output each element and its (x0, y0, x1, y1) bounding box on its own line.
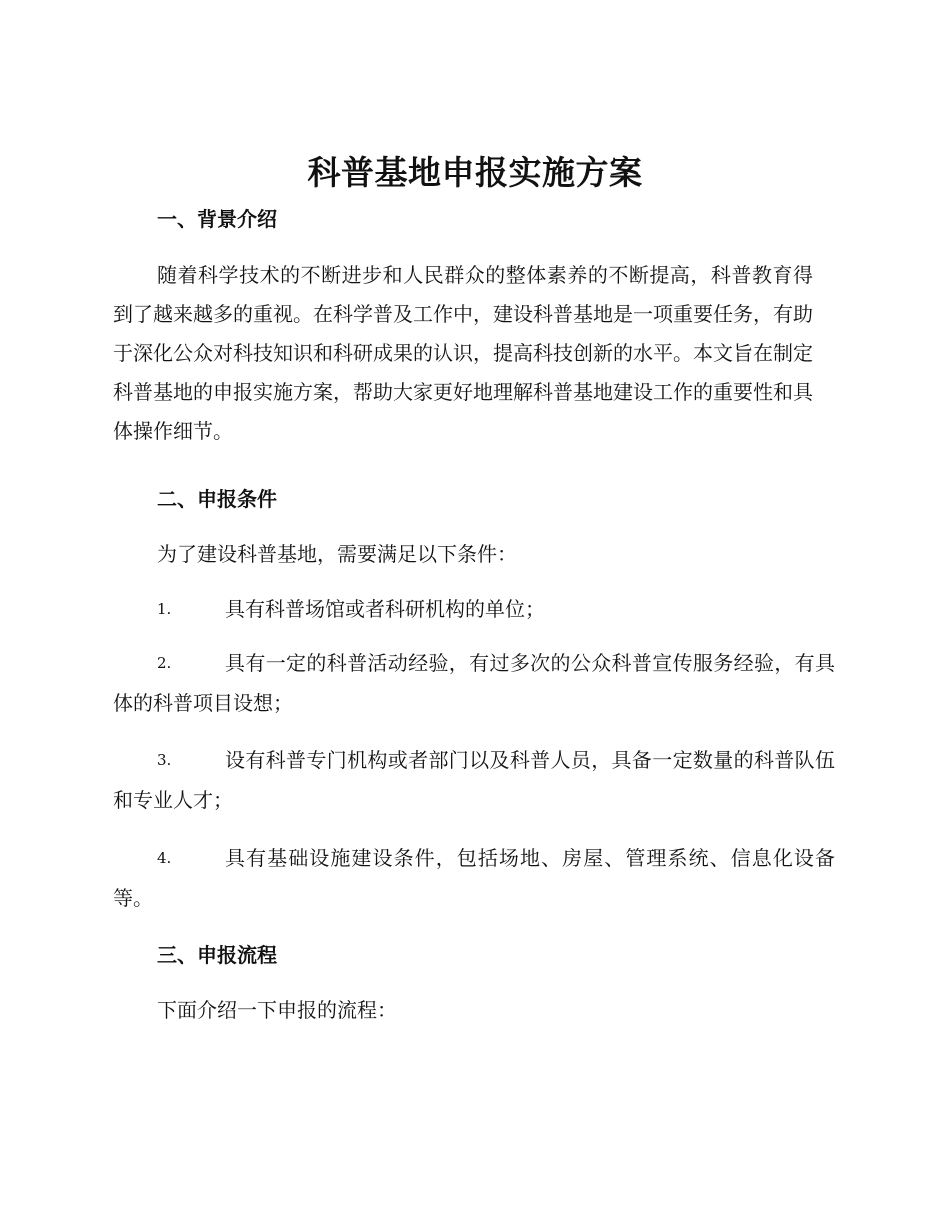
section-heading-process: 三、申报流程 (157, 943, 277, 967)
conditions-intro: 为了建设科普基地，需要满足以下条件： (157, 542, 517, 566)
background-paragraph: 随着科学技术的不断进步和人民群众的整体素养的不断提高，科普教育得到了越来越多的重视。在科学普及工作中，建设科普基地是一项重要任务，有助于深化公众对科技知识和科研成果的认识，提高科技创新的水平。本文旨在制定科普基地的申报实施方案，帮助大家更好地理解科普基地建设工作的重要性和具体操作细节。 (113, 263, 813, 443)
condition-text: 具有基础设施建设条件，包括场地、房屋、管理系统、信息化设备等。 (113, 846, 835, 910)
condition-number: 1. (157, 600, 172, 618)
condition-item-1 (113, 589, 835, 629)
condition-item-4 (113, 838, 835, 918)
section-heading-background: 一、背景介绍 (157, 207, 277, 231)
condition-item-3 (113, 740, 835, 820)
condition-number: 3. (157, 751, 172, 769)
condition-number: 2. (157, 654, 172, 672)
condition-item-2 (113, 643, 835, 723)
condition-text: 具有科普场馆或者科研机构的单位； (225, 597, 545, 621)
process-intro: 下面介绍一下申报的流程： (157, 998, 397, 1022)
condition-text: 设有科普专门机构或者部门以及科普人员，具备一定数量的科普队伍和专业人才； (113, 748, 835, 812)
condition-text: 具有一定的科普活动经验，有过多次的公众科普宣传服务经验，有具体的科普项目设想； (113, 651, 835, 715)
section-heading-conditions: 二、申报条件 (157, 487, 277, 511)
condition-number: 4. (157, 849, 172, 867)
document-title: 科普基地申报实施方案 (307, 153, 643, 192)
